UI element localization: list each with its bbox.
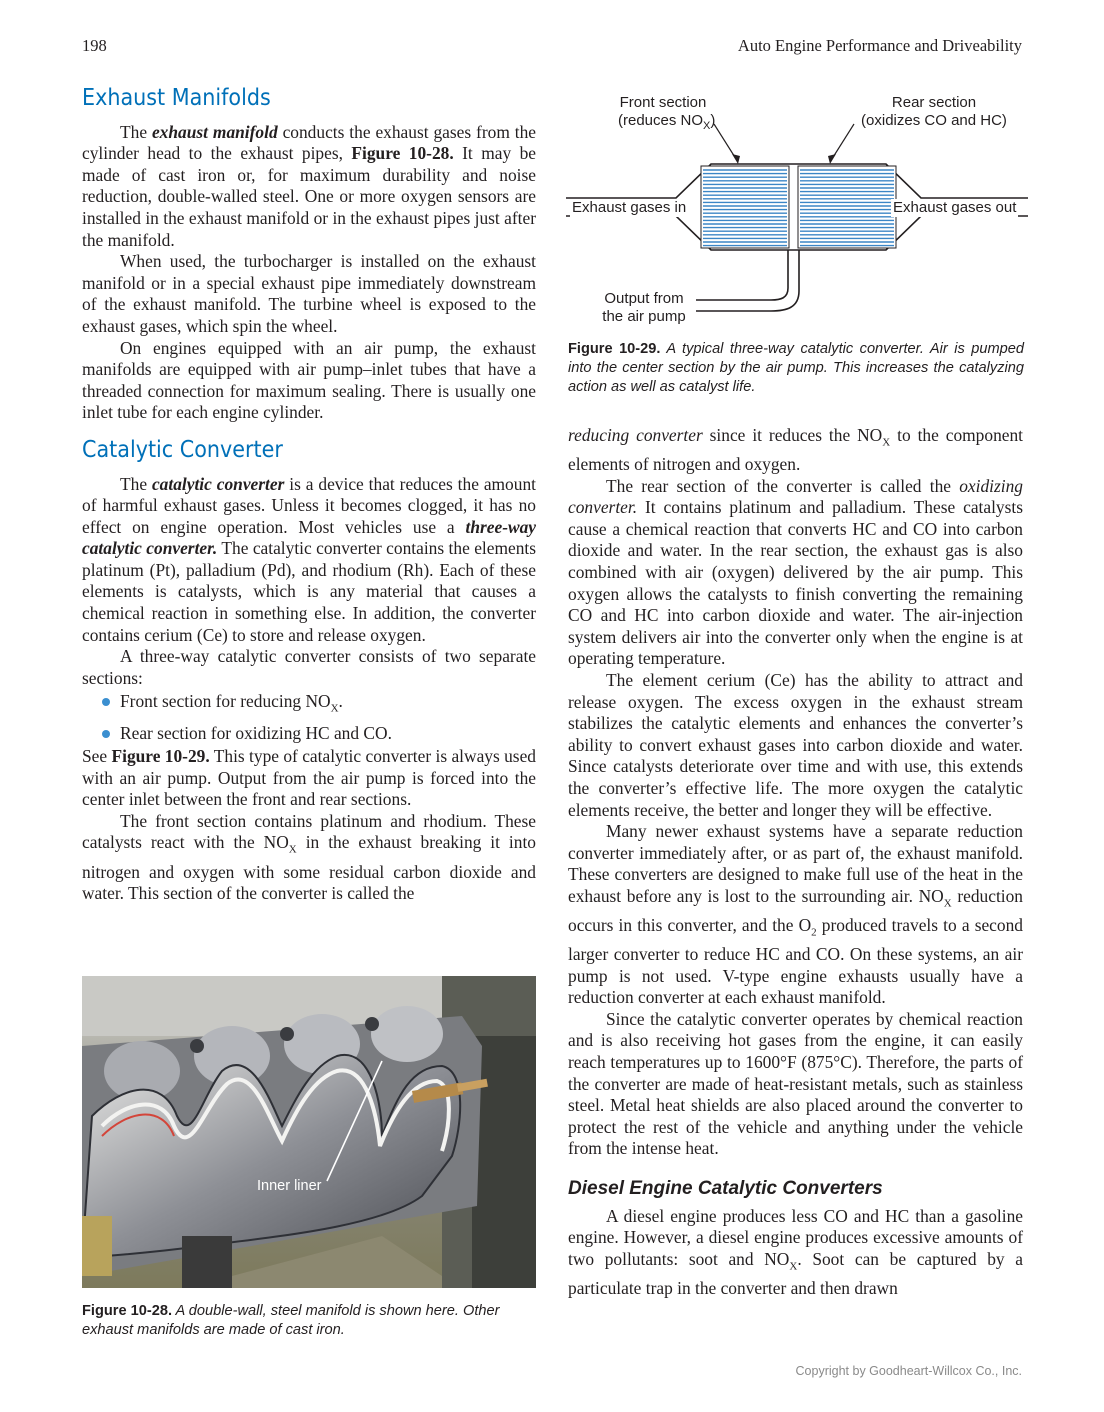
heading-diesel-converters: Diesel Engine Catalytic Converters bbox=[568, 1178, 883, 1199]
bullet-item: Rear section for oxidizing HC and CO. bbox=[82, 723, 536, 745]
paragraph: A three-way catalytic converter consists of two separate sections: bbox=[82, 646, 536, 688]
left-column bbox=[82, 85, 537, 905]
paragraph: Since the catalytic converter operates by chemical reaction and is also receiving hot gases from the engine, it can easily reach temperatures up to 1600°F (875°C). Therefore, the parts of the converter are made of heat-resistant metals, such as stainless steel. Metal heat shields are also placed around the converter to protect the rest of the vehicle and anything under the vehicle from the intense heat. bbox=[568, 1008, 1023, 1159]
figure-number: Figure 10-28. bbox=[82, 1303, 173, 1319]
figure-10-29-diagram bbox=[566, 88, 1028, 338]
inner-liner-label: Inner liner bbox=[257, 1178, 322, 1194]
front-substrate bbox=[701, 166, 789, 248]
heading-catalytic-converter: Catalytic Converter bbox=[82, 436, 283, 463]
term: three-way catalytic converter. bbox=[82, 516, 536, 559]
rear-substrate bbox=[798, 166, 896, 248]
paragraph: The rear section of the converter is called the oxidizing converter. It contains platinum and palladium. These catalysts cause a chemical reaction that converts HC and CO into carbon dioxide and water. In the rear section, the exhaust gas is also combined with air (oxygen) delivered by the air pump. This oxygen allows the catalysts to finish converting the remaining CO and HC into carbon dioxide and water. The air-injection system delivers air into the converter only when the engine is at operating temperature. bbox=[568, 475, 1023, 669]
paragraph: reducing converter since it reduces the $NO_X$ to the component elements of nitrogen and oxygen. bbox=[568, 425, 1024, 475]
term: reducing converter bbox=[568, 425, 703, 445]
rear-section-label: Rear section (oxidizes CO and HC) bbox=[861, 94, 1007, 129]
paragraph: On engines equipped with an air pump, the exhaust manifolds are equipped with air pump–inlet tubes that have a threaded connection for maximum sealing. There is usually one inlet tube for each engine cylinder. bbox=[82, 337, 536, 423]
figure-10-28-caption: Figure 10-28. A double-wall, steel manifold is shown here. Other exhaust manifolds are made of cast iron. bbox=[82, 1303, 500, 1338]
figure-10-29-caption: Figure 10-29. A typical three-way catalytic converter. Air is pumped into the center section by the air pump. This increases the catalyzing action as well as catalyst life. bbox=[568, 341, 1024, 395]
figure-10-28-photo bbox=[82, 976, 536, 1288]
bullet-item: Front section for reducing $NO_X$. bbox=[82, 691, 536, 720]
paragraph: A diesel engine produces less CO and HC than a gasoline engine. However, a diesel engine produces excessive amounts of two pollutants: soot and $NO_X$. Soot can be captured by a particulate trap in the converter and then drawn bbox=[568, 1205, 1023, 1298]
copyright-footer: Copyright by Goodheart-Willcox Co., Inc. bbox=[795, 1364, 1022, 1378]
paragraph: See Figure 10-29. This type of catalytic converter is always used with an air pump. Output from the air pump is forced into the center inlet between the front and rear sections. bbox=[82, 746, 536, 810]
term: oxidizing converter. bbox=[568, 475, 1023, 518]
running-header: Auto Engine Performance and Driveability bbox=[737, 36, 1022, 55]
paragraph: The front section contains platinum and rhodium. These catalysts react with the $NO_X$ in the exhaust breaking it into nitrogen and oxygen with some residual carbon dioxide and water. This section of the converter is called the bbox=[82, 810, 536, 904]
figure-ref: Figure 10-29. bbox=[111, 746, 210, 767]
figure-ref: Figure 10-28. bbox=[351, 143, 454, 164]
exhaust-out-label: Exhaust gases out bbox=[893, 199, 1017, 216]
paragraph: The exhaust manifold conducts the exhaust gases from the cylinder head to the exhaust pipes, Figure 10-28. It may be made of cast iron or, for maximum durability and noise reduction, double-walled steel. One or more oxygen sensors are installed in the exhaust manifold or in the exhaust pipes just after the manifold. bbox=[82, 121, 536, 250]
paragraph: The catalytic converter is a device that reduces the amount of harmful exhaust gases. Unless it becomes clogged, it has no effect on engine operation. Most vehicles use a three-way catalytic converter. The catalytic converter contains the elements platinum (Pt), palladium (Pd), and rhodium (Rh). Each of these elements is catalysts, which is any material that causes a chemical reaction in something else. In addition, the converter contains cerium (Ce) to store and release oxygen. bbox=[82, 473, 537, 645]
paragraph: When used, the turbocharger is installed on the exhaust manifold or in a special exhaust pipe immediately downstream of the exhaust manifold. The turbine wheel is exposed to the exhaust gases, which spin the wheel. bbox=[82, 251, 536, 336]
air-pump-label: Output from the air pump bbox=[602, 290, 686, 325]
paragraph: Many newer exhaust systems have a separate reduction converter immediately after, or as part of, the exhaust manifold. These converters are designed to make full use of the heat in the exhaust before any is lost to the surrounding air. $NO_X$ reduction occurs in this converter, and the $O_2$ produced travels to a second larger converter to reduce HC and CO. On these systems, an air pump is not used. V-type engine exhausts usually have a reduction converter at each exhaust manifold. bbox=[568, 821, 1023, 1008]
heading-exhaust-manifolds: Exhaust Manifolds bbox=[82, 85, 271, 111]
term: exhaust manifold bbox=[151, 121, 278, 142]
right-column bbox=[568, 425, 1023, 1299]
page-number: 198 bbox=[82, 36, 107, 55]
front-section-label: Front section (reduces $NO_X$) bbox=[618, 94, 716, 132]
exhaust-in-label: Exhaust gases in bbox=[572, 199, 687, 216]
paragraph: The element cerium (Ce) has the ability to attract and release oxygen. The excess oxygen in the exhaust stream stabilizes the catalytic elements and enhances the converter’s ability to convert exhaust gases into carbon dioxide and water. Since catalysts deteriorate over time and with use, this extends the converter’s effective life. The more oxygen the catalytic elements receive, the better and longer they will be effective. bbox=[568, 670, 1023, 820]
term: catalytic converter bbox=[151, 473, 285, 494]
figure-number: Figure 10-29. bbox=[568, 341, 661, 357]
exhaust-manifold-illustration bbox=[82, 976, 536, 1288]
